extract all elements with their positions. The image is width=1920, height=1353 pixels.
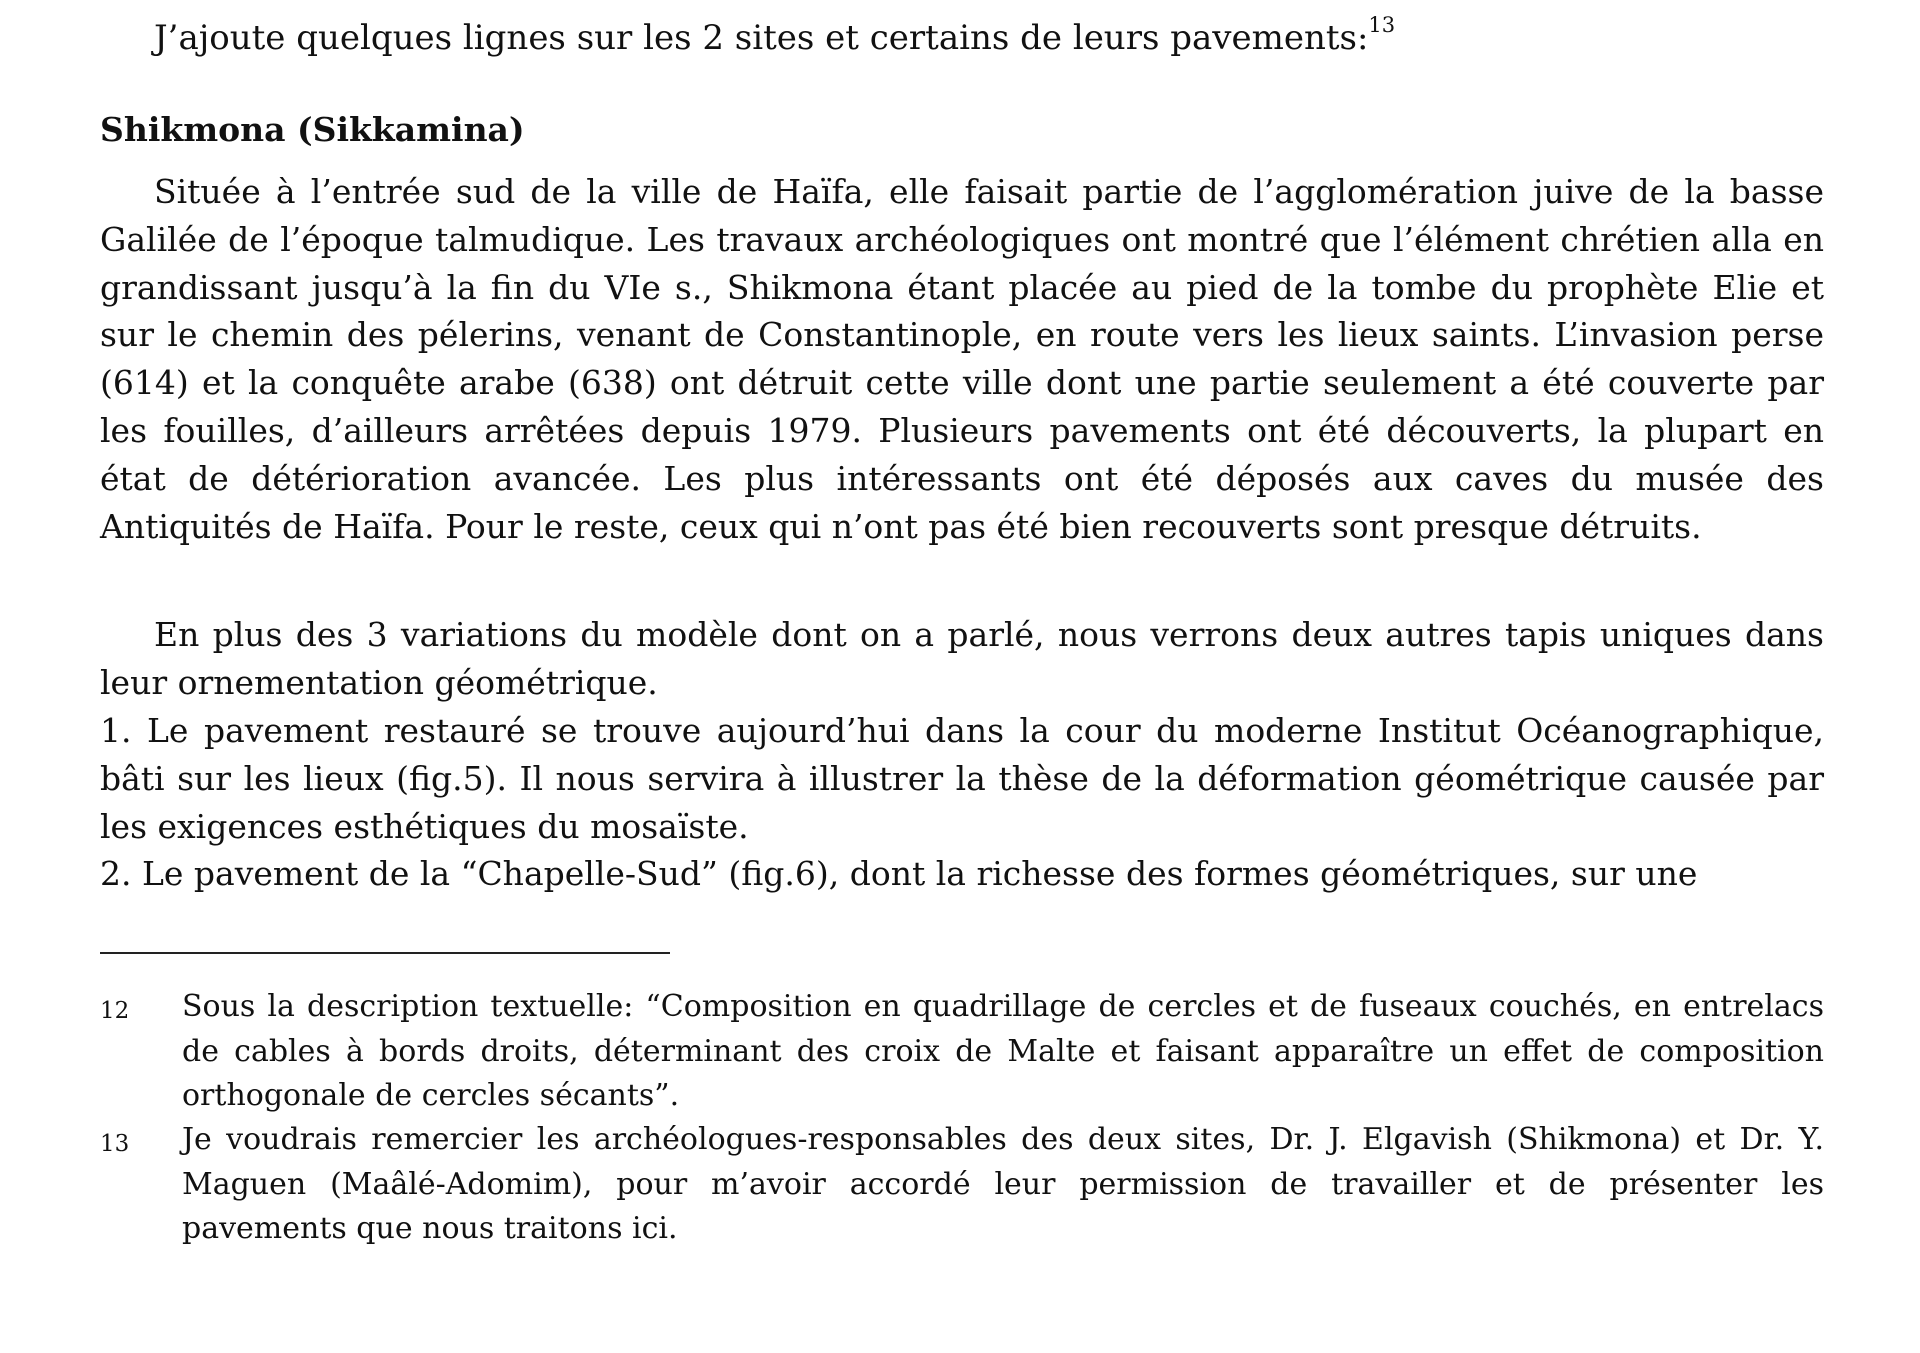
- intro-line: [154, 14, 1395, 62]
- footnote-text: Sous la description textuelle: “Composition en quadrillage de cercles et de fuseaux couchés, en entrelacs de cables à bords droits, déterminant des croix de Malte et faisant apparaître un effet de composition orthogonale de cercles sécants”.: [182, 989, 1824, 1113]
- footnote-text: Je voudrais remercier les archéologues-responsables des deux sites, Dr. J. Elgavish (Shikmona) et Dr. Y. Maguen (Maâlé-Adomim), pour m’avoir accordé leur permission de travailler et de présenter les pavements que nous traitons ici.: [182, 1122, 1824, 1246]
- list-item-pavement-1: 1. Le pavement restauré se trouve aujourd’hui dans la cour du moderne Institut Océanographique, bâti sur les lieux (fig.5). Il nous servira à illustrer la thèse de la déformation géométrique causée par les exigences esthétiques du mosaïste.: [100, 711, 1824, 846]
- paragraph-variations: En plus des 3 variations du modèle dont on a parlé, nous verrons deux autres tapis uniques dans leur ornementation géométrique.: [100, 615, 1824, 702]
- list-item-pavement-2: 2. Le pavement de la “Chapelle-Sud” (fig.6), dont la richesse des formes géométriques, sur une: [100, 854, 1698, 893]
- footnote-separator: [100, 952, 670, 954]
- intro-text: J’ajoute quelques lignes sur les 2 sites et certains de leurs pavements:: [154, 18, 1369, 58]
- footnote-number: 13: [100, 1131, 130, 1157]
- footnote-number: 12: [100, 998, 130, 1024]
- footnote-ref-13: 13: [1368, 13, 1396, 37]
- section-heading: Shikmona (Sikkamina): [100, 110, 525, 149]
- paragraph-shikmona-history: Située à l’entrée sud de la ville de Haïfa, elle faisait partie de l’agglomération juive de la basse Galilée de l’époque talmudique. Les travaux archéologiques ont montré que l’élément chrétien alla en grandissant jusqu’à la fin du VIe s., Shikmona étant placée au pied de la tombe du prophète Elie et sur le chemin des pélerins, venant de Constantinople, en route vers les lieux saints. L’invasion perse (614) et la conquête arabe (638) ont détruit cette ville dont une partie seulement a été couverte par les fouilles, d’ailleurs arrêtées depuis 1979. Plusieurs pavements ont été découverts, la plupart en état de détérioration avancée. Les plus intéressants ont été déposés aux caves du musée des Antiquités de Haïfa. Pour le reste, ceux qui n’ont pas été bien recouverts sont presque détruits.: [100, 172, 1824, 546]
